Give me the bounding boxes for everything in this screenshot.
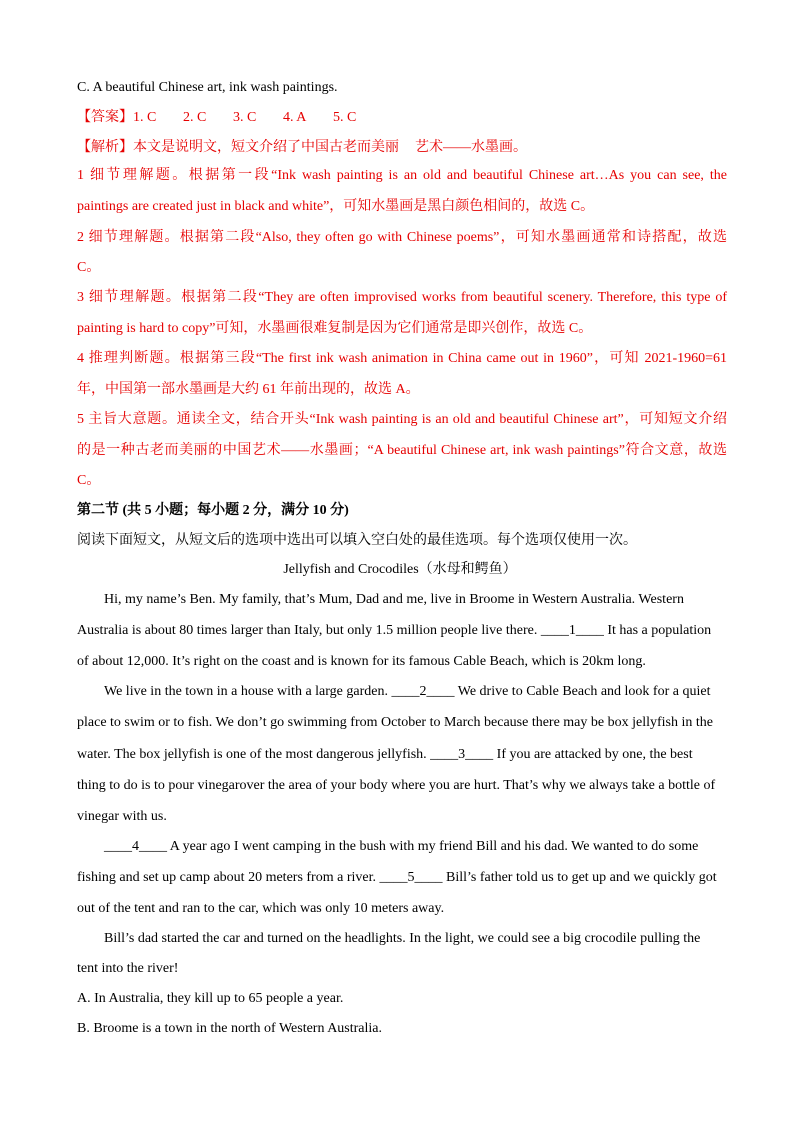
answer-item: 5. C	[333, 110, 357, 125]
passage-line: out of the tent and ran to the car, which was only 10 meters away.	[77, 901, 445, 916]
passage-line: water. The box jellyfish is one of the most dangerous jellyfish. ____3____ If you are attacked by one, the best	[77, 747, 693, 762]
passage-line: place to swim or to fish. We don’t go swimming from October to March because there may be box jellyfish in the	[77, 715, 713, 730]
analysis-line: 1 细节理解题。根据第一段“Ink wash painting is an old and beautiful Chinese art…As you can see, the	[77, 168, 727, 183]
answer-item: 1. C	[133, 110, 157, 125]
analysis-line: paintings are created just in black and white”，可知水墨画是黑白颜色相间的，故选 C。	[77, 199, 595, 214]
section-instruction: 阅读下面短文，从短文后的选项中选出可以填入空白处的最佳选项。每个选项仅使用一次。	[77, 533, 637, 548]
passage-line: Bill’s dad started the car and turned on the headlights. In the light, we could see a big crocodile pulling the	[104, 931, 701, 946]
analysis-line: 5 主旨大意题。通读全文，结合开头“Ink wash painting is an old and beautiful Chinese art”，可知短文介绍	[77, 412, 727, 427]
option-a: A. In Australia, they kill up to 65 people a year.	[77, 991, 344, 1006]
analysis-line: 2 细节理解题。根据第二段“Also, they often go with Chinese poems”，可知水墨画通常和诗搭配，故选	[77, 230, 727, 245]
analysis-line: C。	[77, 473, 101, 488]
passage-line: Australia is about 80 times larger than Italy, but only 1.5 million people live there. ____1____ It has a population	[77, 623, 712, 638]
passage-title: Jellyfish and Crocodiles（水母和鳄鱼）	[283, 562, 517, 577]
analysis-intro	[77, 138, 727, 158]
section-heading: 第二节 (共 5 小题；每小题 2 分，满分 10 分)	[77, 503, 349, 518]
analysis-intro-part2: 艺术——水墨画。	[415, 140, 527, 155]
passage-line: vinegar with us.	[77, 809, 167, 824]
analysis-intro-part1: 【解析】本文是说明文，短文介绍了中国古老而美丽	[77, 140, 399, 155]
option-c-previous: C. A beautiful Chinese art, ink wash paintings.	[77, 80, 338, 95]
passage-line: thing to do is to pour vinegarover the area of your body where you are hurt. That’s why we always take a bottle of	[77, 778, 716, 793]
analysis-line: C。	[77, 260, 101, 275]
passage-line: Hi, my name’s Ben. My family, that’s Mum, Dad and me, live in Broome in Western Australia. Western	[104, 592, 684, 607]
passage-line: We live in the town in a house with a large garden. ____2____ We drive to Cable Beach and look for a quiet	[104, 684, 711, 699]
option-b: B. Broome is a town in the north of Western Australia.	[77, 1021, 383, 1036]
analysis-line: 3 细节理解题。根据第二段“They are often improvised works from beautiful scenery. Therefore, this type of	[77, 290, 727, 305]
passage-line: tent into the river!	[77, 961, 179, 976]
answer-label: 【答案】	[77, 110, 133, 125]
answer-line	[77, 108, 727, 128]
answer-item: 3. C	[233, 110, 257, 125]
analysis-line: painting is hard to copy”可知，水墨画很难复制是因为它们通常是即兴创作，故选 C。	[77, 321, 593, 336]
passage-line: of about 12,000. It’s right on the coast and is known for its famous Cable Beach, which is 20km long.	[77, 654, 646, 669]
analysis-line: 的是一种古老而美丽的中国艺术——水墨画；“A beautiful Chinese art, ink wash paintings”符合文意，故选	[77, 443, 727, 458]
passage-line: fishing and set up camp about 20 meters from a river. ____5____ Bill’s father told us to get up and we quickly got	[77, 870, 717, 885]
answer-item: 4. A	[283, 110, 307, 125]
analysis-line: 4 推理判断题。根据第三段“The first ink wash animation in China came out in 1960”，可知 2021-1960=61	[77, 351, 727, 366]
passage-line: ____4____ A year ago I went camping in the bush with my friend Bill and his dad. We wanted to do some	[104, 839, 699, 854]
answer-item: 2. C	[183, 110, 207, 125]
analysis-line: 年，中国第一部水墨画是大约 61 年前出现的，故选 A。	[77, 382, 420, 397]
